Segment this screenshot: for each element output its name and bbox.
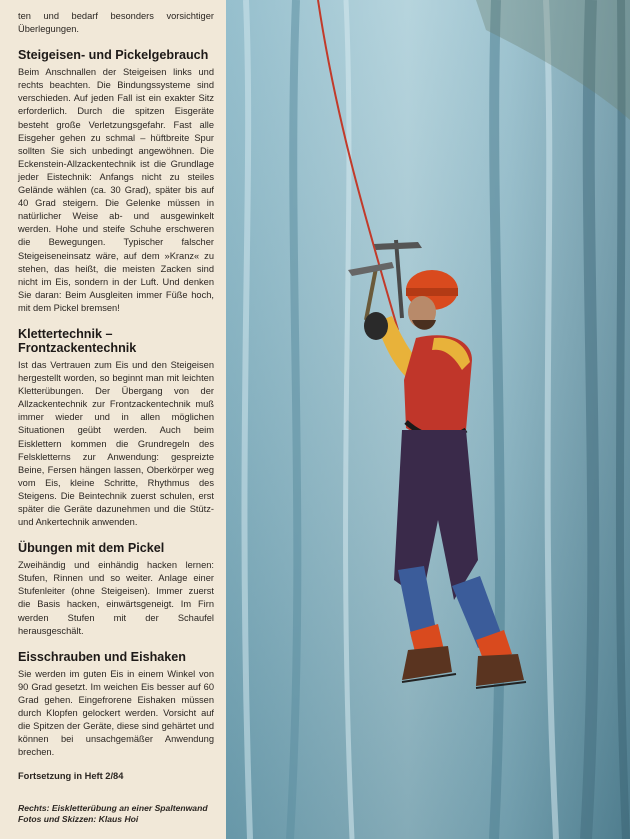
- section-heading: Steigeisen- und Pickelgebrauch: [18, 48, 209, 63]
- section-klettertechnik: [18, 327, 214, 529]
- section-heading: Klettertechnik – Frontzackentechnik: [18, 326, 137, 355]
- section-uebungen-pickel: [18, 541, 214, 638]
- caption-line: Rechts: Eiskletterübung an einer Spaltenwand: [18, 803, 208, 813]
- section-body: Zweihändig und einhändig hacken lernen: Stufen, Rinnen und so weiter. Anlage einer Stufenleiter (ohne Steigeisen). Immer zuerst die Basis hacken, einwärtsgeneigt. Im Firn werden Stufen mit der Schaufel herausgeschält.: [18, 560, 214, 636]
- article-text-column: [0, 0, 226, 839]
- photo-illustration: [226, 0, 630, 839]
- section-body: Ist das Vertrauen zum Eis und den Steigeisen hergestellt worden, so beginnt man mit leichten Kletterübungen. Der Übergang von der Allzackentechnik zur Frontzackentechnik muß immer wieder und in allen möglichen Situationen geübt werden. Auch beim Eisklettern kommen die Grundregeln des Felskletterns zur Anwendung: gespreizte Beine, Fersen hängen lassen, Oberkörper weg vom Eis, kleine Schritte, Rhythmus des Steigens. Die Beintechnik zuerst schulen, erst später die Geräte dazunehmen und die Stütz- und Ankertechnik anwenden.: [18, 359, 214, 528]
- photo-caption: [18, 803, 228, 825]
- section-heading: Übungen mit dem Pickel: [18, 541, 165, 556]
- intro-paragraph: ten und bedarf besonders vorsichtiger Überlegungen.: [18, 11, 214, 35]
- ice-climber-photo: [226, 0, 630, 839]
- section-eisschrauben: [18, 650, 214, 760]
- section-body: Sie werden im guten Eis in einem Winkel von 90 Grad gesetzt. Im weichen Eis besser auf 60 Grad gehen. Eingefrorene Eishaken müssen durch Klopfen gelockert werden. Vorsicht auf die Spitzen der Geräte, diese sind gehärtet und können bei unsachgemäßer Anwendung brechen.: [18, 668, 214, 758]
- section-body: Beim Anschnallen der Steigeisen links und rechts beachten. Die Bindungssysteme sind verschieden. Auf jeden Fall ist ein exakter Sitz erforderlich. Durch die spitzen Eisgeräte besteht große Verletzungsgefahr. Fast alle Eisgeher gehen zu schmal – hüftbreite Spur sollten Sie sich unbedingt angewöhnen. Die Eckenstein-Allzackentechnik ist die Grundlage jeder Eistechnik: Anfangs nicht zu steiles Gelände wählen (ca. 30 Grad), später bis auf 40 Grad steigern. Die Gelenke müssen in natürlicher Weise ab- und ausgewinkelt werden. Hohe und steife Schuhe erschweren die Bewegungen. Typischer falscher Steigeiseneinsatz wäre, auf dem »Kranz« zu stehen, das heißt, die meisten Zacken sind nicht im Eis, sondern in der Luft. Und denken Sie daran: Beim Ausgleiten immer Füße hoch, mit dem Pickel bremsen!: [18, 67, 214, 313]
- photo-credit: Fotos und Skizzen: Klaus Hoi: [18, 814, 139, 824]
- section-heading: Eisschrauben und Eishaken: [18, 649, 186, 664]
- section-steigeisen: [18, 48, 214, 315]
- continued-note: Fortsetzung in Heft 2/84: [18, 771, 124, 782]
